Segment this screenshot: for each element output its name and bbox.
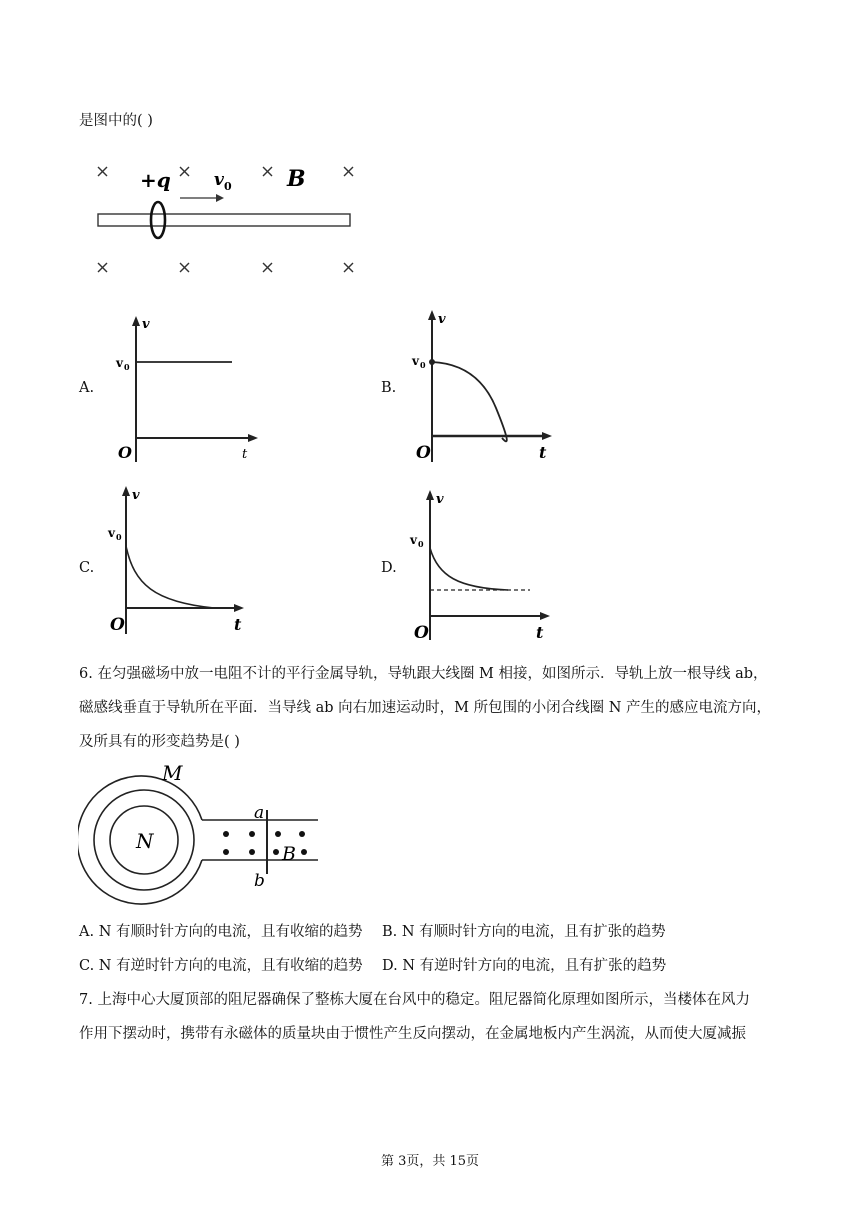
cross-mark	[98, 263, 107, 272]
option-b-graph	[408, 308, 558, 468]
t-axis-label: t	[234, 615, 242, 634]
origin-label: O	[110, 615, 125, 635]
q6-line-2: 磁感线垂直于导轨所在平面．当导线 ab 向右加速运动时，M 所包围的小闭合线圈 N 产生的感应电流方向，	[79, 700, 772, 716]
cross-mark	[180, 167, 189, 176]
option-c-graph	[104, 484, 254, 644]
v-axis-arrow	[122, 486, 130, 496]
label-b: b	[254, 871, 265, 891]
velocity-label: v	[214, 170, 224, 190]
v-axis-arrow	[132, 316, 140, 326]
q6-option-c: C. N 有逆时针方向的电流，且有收缩的趋势	[79, 958, 363, 974]
v-axis-label: v	[438, 312, 446, 327]
v-axis-arrow	[426, 490, 434, 500]
q7-line-1: 7. 上海中心大厦顶部的阻尼器确保了整栋大厦在台风中的稳定。阻尼器简化原理如图所示，当楼体在风力	[79, 992, 750, 1008]
velocity-curve	[430, 548, 508, 590]
t-axis-label: t	[539, 443, 547, 462]
q6-option-b: B. N 有顺时针方向的电流，且有扩张的趋势	[382, 924, 666, 940]
cross-mark	[344, 167, 353, 176]
field-dot	[301, 849, 307, 855]
cross-mark	[263, 263, 272, 272]
v0-subscript: 0	[418, 539, 424, 549]
field-dot	[273, 849, 279, 855]
v-axis-label: v	[436, 492, 444, 507]
option-d-letter: D.	[381, 560, 397, 576]
option-d-graph	[408, 488, 558, 648]
q5-setup-figure	[88, 158, 368, 283]
origin-label: O	[416, 443, 431, 463]
label-m: M	[162, 761, 183, 785]
v0-subscript: 0	[124, 362, 130, 372]
option-c-letter: C.	[79, 560, 95, 576]
option-a-graph	[108, 312, 268, 467]
field-dot	[249, 849, 255, 855]
field-dot	[275, 831, 281, 837]
insulating-rod	[98, 214, 350, 226]
t-axis-label: t	[536, 623, 544, 642]
v0-label: v	[108, 526, 115, 540]
charged-ring	[151, 202, 165, 238]
cross-mark	[263, 167, 272, 176]
curve-start-dot	[429, 359, 435, 365]
option-a-letter: A.	[79, 380, 95, 396]
v-axis-arrow	[428, 310, 436, 320]
field-label: B	[287, 166, 306, 192]
charge-label: +q	[140, 168, 171, 192]
t-axis-arrow	[542, 432, 552, 440]
field-dot	[299, 831, 305, 837]
t-axis-arrow	[234, 604, 244, 612]
v0-label: v	[410, 533, 417, 547]
q6-setup-figure	[78, 760, 323, 910]
v0-subscript: 0	[420, 360, 426, 370]
page-footer: 第 3页，共 15页	[380, 1154, 480, 1169]
field-dot	[249, 831, 255, 837]
t-axis-label: t	[242, 447, 248, 462]
q6-line-3: 及所具有的形变趋势是( )	[79, 734, 240, 750]
label-a: a	[254, 803, 265, 823]
v0-label: v	[116, 356, 123, 370]
v0-subscript: 0	[116, 532, 122, 542]
option-b-letter: B.	[381, 380, 397, 396]
v0-label: v	[412, 354, 419, 368]
q7-line-2: 作用下摆动时，携带有永磁体的质量块由于惯性产生反向摆动，在金属地板内产生涡流，从而使大厦减振	[79, 1026, 746, 1042]
v-axis-label: v	[132, 488, 140, 503]
origin-label: O	[414, 623, 429, 643]
t-axis-arrow	[248, 434, 258, 442]
q6-option-d: D. N 有逆时针方向的电流，且有扩张的趋势	[382, 958, 667, 974]
velocity-arrow-head	[216, 194, 224, 202]
q6-option-a: A. N 有顺时针方向的电流，且有收缩的趋势	[79, 924, 363, 940]
velocity-curve	[126, 546, 214, 608]
q6-line-1: 6. 在匀强磁场中放一电阻不计的平行金属导轨，导轨跟大线圈 M 相接，如图所示．导轨上放一根导线 ab，	[79, 666, 768, 682]
label-b-field: B	[282, 843, 296, 865]
q5-tail-text: 是图中的( )	[79, 113, 153, 129]
cross-mark	[180, 263, 189, 272]
origin-label: O	[118, 443, 132, 462]
label-n: N	[136, 829, 154, 853]
t-axis-arrow	[540, 612, 550, 620]
cross-mark	[98, 167, 107, 176]
field-dot	[223, 849, 229, 855]
velocity-curve	[432, 362, 507, 441]
cross-mark	[344, 263, 353, 272]
field-dot	[223, 831, 229, 837]
velocity-subscript: 0	[224, 180, 232, 193]
v-axis-label: v	[142, 317, 150, 332]
